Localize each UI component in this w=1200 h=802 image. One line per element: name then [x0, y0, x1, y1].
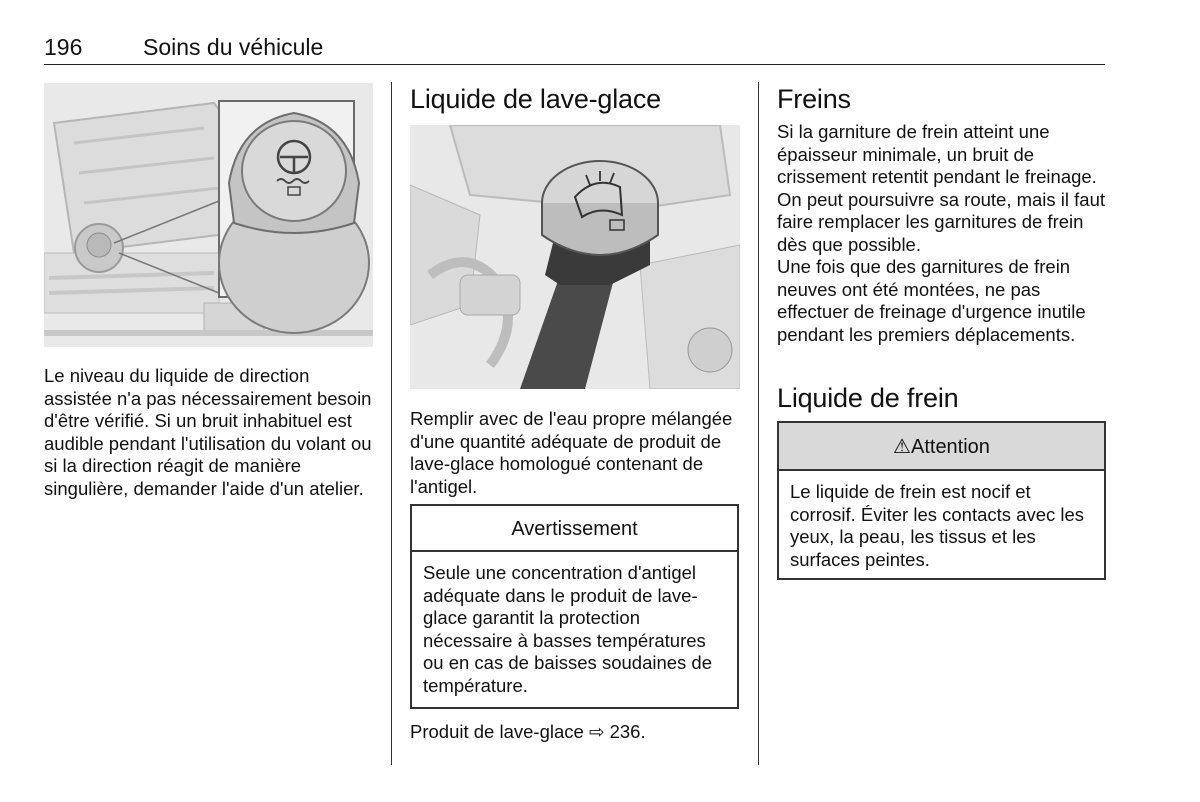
warning-triangle-icon: ⚠: [893, 436, 911, 458]
col3-brake-fluid-heading-wrap: [777, 383, 1107, 414]
page-reference-arrow-icon: ⇨: [588, 721, 605, 742]
column-divider-2: [758, 82, 759, 765]
reference-text: Produit de lave-glace: [410, 721, 584, 742]
washer-fluid-paragraph: Remplir avec de l'eau propre mélangée d'une quantité adéquate de produit de lave-glace homologué contenant de l'antigel.: [410, 408, 733, 497]
col2-text-block: [410, 408, 740, 498]
warning-title: Avertissement: [412, 506, 737, 552]
brake-fluid-heading: Liquide de frein: [777, 383, 959, 413]
caution-title: Attention: [910, 436, 990, 458]
washer-reservoir-illustration: [410, 125, 740, 389]
steering-fluid-paragraph: Le niveau du liquide de direction assistée n'a pas nécessairement besoin d'être vérifié. Si un bruit inhabituel est audible pendant l'utilisation du volant ou si la direction réagit de manière singulière, demander l'aide d'un atelier.: [44, 365, 372, 499]
page-number: 196: [44, 34, 83, 60]
warning-text: Seule une concentration d'antigel adéquate dans le produit de lave-glace garantit la protection nécessaire à basses températures ou en cas de baisses soudaines de température.: [423, 562, 713, 696]
header-rule: [44, 64, 1105, 65]
caution-box: [777, 421, 1106, 580]
brakes-paragraph-1: Si la garniture de frein atteint une épaisseur minimale, un bruit de crissement retentit pendant le freinage.: [777, 121, 1097, 187]
caution-header: [779, 423, 1104, 471]
brakes-paragraph-3: Une fois que des garnitures de frein neuves ont été montées, ne pas effectuer de freinage d'urgence inutile pendant les premiers déplacements.: [777, 256, 1086, 345]
brakes-heading: Freins: [777, 84, 851, 114]
washer-fluid-heading: Liquide de lave-glace: [410, 84, 661, 114]
col1-text-block: [44, 365, 374, 500]
reference-page-link[interactable]: 236.: [609, 721, 646, 742]
warning-box: [410, 504, 739, 709]
col2-heading-wrap: [410, 84, 750, 115]
washer-fluid-reference: [410, 721, 740, 744]
caution-text: Le liquide de frein est nocif et corrosif. Éviter les contacts avec les yeux, la peau, les tissus et les surfaces peintes.: [790, 481, 1085, 570]
brakes-paragraph-2: On peut poursuivre sa route, mais il faut faire remplacer les garnitures de frein dès que possible.: [777, 188, 1106, 255]
col3-brakes: [777, 84, 1107, 346]
section-title: Soins du véhicule: [143, 34, 324, 60]
column-divider-1: [391, 82, 392, 765]
power-steering-reservoir-illustration: [44, 83, 373, 347]
